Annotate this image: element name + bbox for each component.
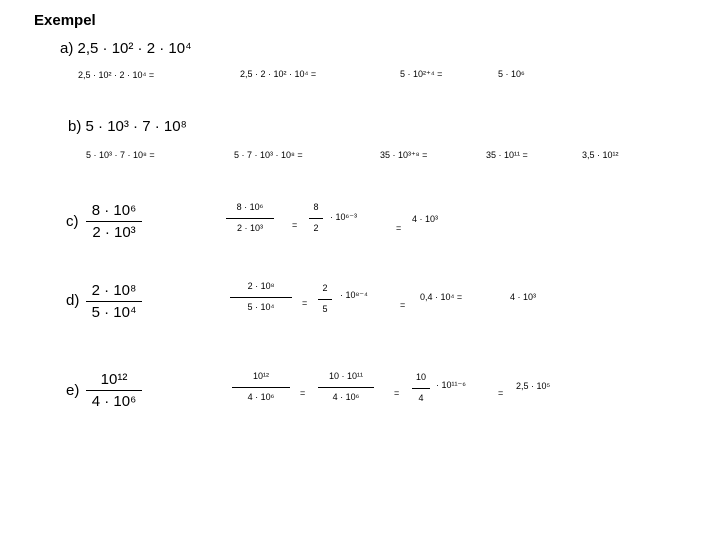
problem-b xyxy=(68,118,187,135)
problem-a-label: a) xyxy=(60,40,74,57)
problem-c-numerator: 8 · 10⁶ xyxy=(91,202,137,219)
step-d-2-fraction xyxy=(318,283,332,314)
problem-e-numerator: 10¹² xyxy=(100,371,128,388)
problem-e-label: e) xyxy=(66,382,80,399)
problem-d-numerator: 2 · 10⁸ xyxy=(91,282,137,299)
step-d-3: 0,4 · 10⁴ = xyxy=(420,292,463,302)
step-c-2-power: · 10⁶⁻³ xyxy=(330,212,357,222)
fraction-bar xyxy=(230,297,292,298)
step-c-1-fraction xyxy=(226,202,274,233)
step-a-3: 5 · 10²⁺⁴ = xyxy=(400,69,443,79)
problem-a xyxy=(60,40,192,57)
step-a-4: 5 · 10⁶ xyxy=(498,69,525,79)
fraction-bar xyxy=(86,390,142,391)
step-e-2-denominator: 4 · 10⁶ xyxy=(332,392,360,402)
step-e-3-denominator: 4 xyxy=(418,393,424,403)
step-e-1-fraction xyxy=(232,371,290,402)
fraction-bar xyxy=(232,387,290,388)
step-d-1-numerator: 2 · 10⁸ xyxy=(247,281,275,291)
step-d-1-denominator: 5 · 10⁴ xyxy=(247,302,275,312)
problem-b-label: b) xyxy=(68,118,82,135)
equals-sign: = xyxy=(396,223,402,233)
step-b-3: 35 · 10³⁺⁸ = xyxy=(380,150,428,160)
page-title: Exempel xyxy=(34,12,96,29)
fraction-bar xyxy=(318,299,332,300)
equals-sign: = xyxy=(498,388,504,398)
equals-sign: = xyxy=(400,300,406,310)
problem-d-fraction xyxy=(86,282,142,321)
step-b-4: 35 · 10¹¹ = xyxy=(486,150,528,160)
step-c-2-numerator: 8 xyxy=(313,202,319,212)
result-c: 4 · 10³ xyxy=(412,214,439,224)
step-e-2-fraction xyxy=(318,371,374,402)
step-e-3-fraction xyxy=(412,372,430,403)
equals-sign: = xyxy=(394,388,400,398)
fraction-bar xyxy=(318,387,374,388)
step-d-2-numerator: 2 xyxy=(322,283,328,293)
fraction-bar xyxy=(226,218,274,219)
step-c-1-denominator: 2 · 10³ xyxy=(236,223,263,233)
step-c-2-fraction xyxy=(309,202,323,233)
step-d-2-denominator: 5 xyxy=(322,304,328,314)
step-e-1-numerator: 10¹² xyxy=(252,371,269,381)
problem-d-label: d) xyxy=(66,292,80,309)
problem-e-denominator: 4 · 10⁶ xyxy=(91,393,137,410)
result-d: 4 · 10³ xyxy=(510,292,537,302)
step-b-1: 5 · 10³ · 7 · 10⁸ = xyxy=(86,150,155,160)
problem-c-label: c) xyxy=(66,213,79,230)
fraction-bar xyxy=(412,388,430,389)
step-e-1-denominator: 4 · 10⁶ xyxy=(247,392,275,402)
fraction-bar xyxy=(86,301,142,302)
step-e-3-power: · 10¹¹⁻⁶ xyxy=(436,380,466,390)
problem-c-denominator: 2 · 10³ xyxy=(92,224,136,241)
equals-sign: = xyxy=(302,298,308,308)
result-e: 2,5 · 10⁵ xyxy=(516,381,551,391)
problem-a-expression: 2,5 · 10² · 2 · 10⁴ xyxy=(77,40,192,57)
problem-d-denominator: 5 · 10⁴ xyxy=(91,304,137,321)
step-b-5: 3,5 · 10¹² xyxy=(582,150,619,160)
step-e-3-numerator: 10 xyxy=(415,372,426,382)
fraction-bar xyxy=(86,221,142,222)
equals-sign: = xyxy=(300,388,306,398)
step-b-2: 5 · 7 · 10³ · 10⁸ = xyxy=(234,150,303,160)
fraction-bar xyxy=(309,218,323,219)
step-e-2-numerator: 10 · 10¹¹ xyxy=(328,371,363,381)
problem-b-expression: 5 · 10³ · 7 · 10⁸ xyxy=(85,118,187,135)
step-a-2: 2,5 · 2 · 10² · 10⁴ = xyxy=(240,69,317,79)
step-c-2-denominator: 2 xyxy=(313,223,319,233)
step-a-1: 2,5 · 10² · 2 · 10⁴ = xyxy=(78,70,155,80)
equals-sign: = xyxy=(292,220,298,230)
step-d-1-fraction xyxy=(230,281,292,312)
problem-c-fraction xyxy=(86,202,142,241)
problem-e-fraction xyxy=(86,371,142,410)
step-d-2-power: · 10⁸⁻⁴ xyxy=(340,290,368,300)
step-c-1-numerator: 8 · 10⁶ xyxy=(236,202,264,212)
